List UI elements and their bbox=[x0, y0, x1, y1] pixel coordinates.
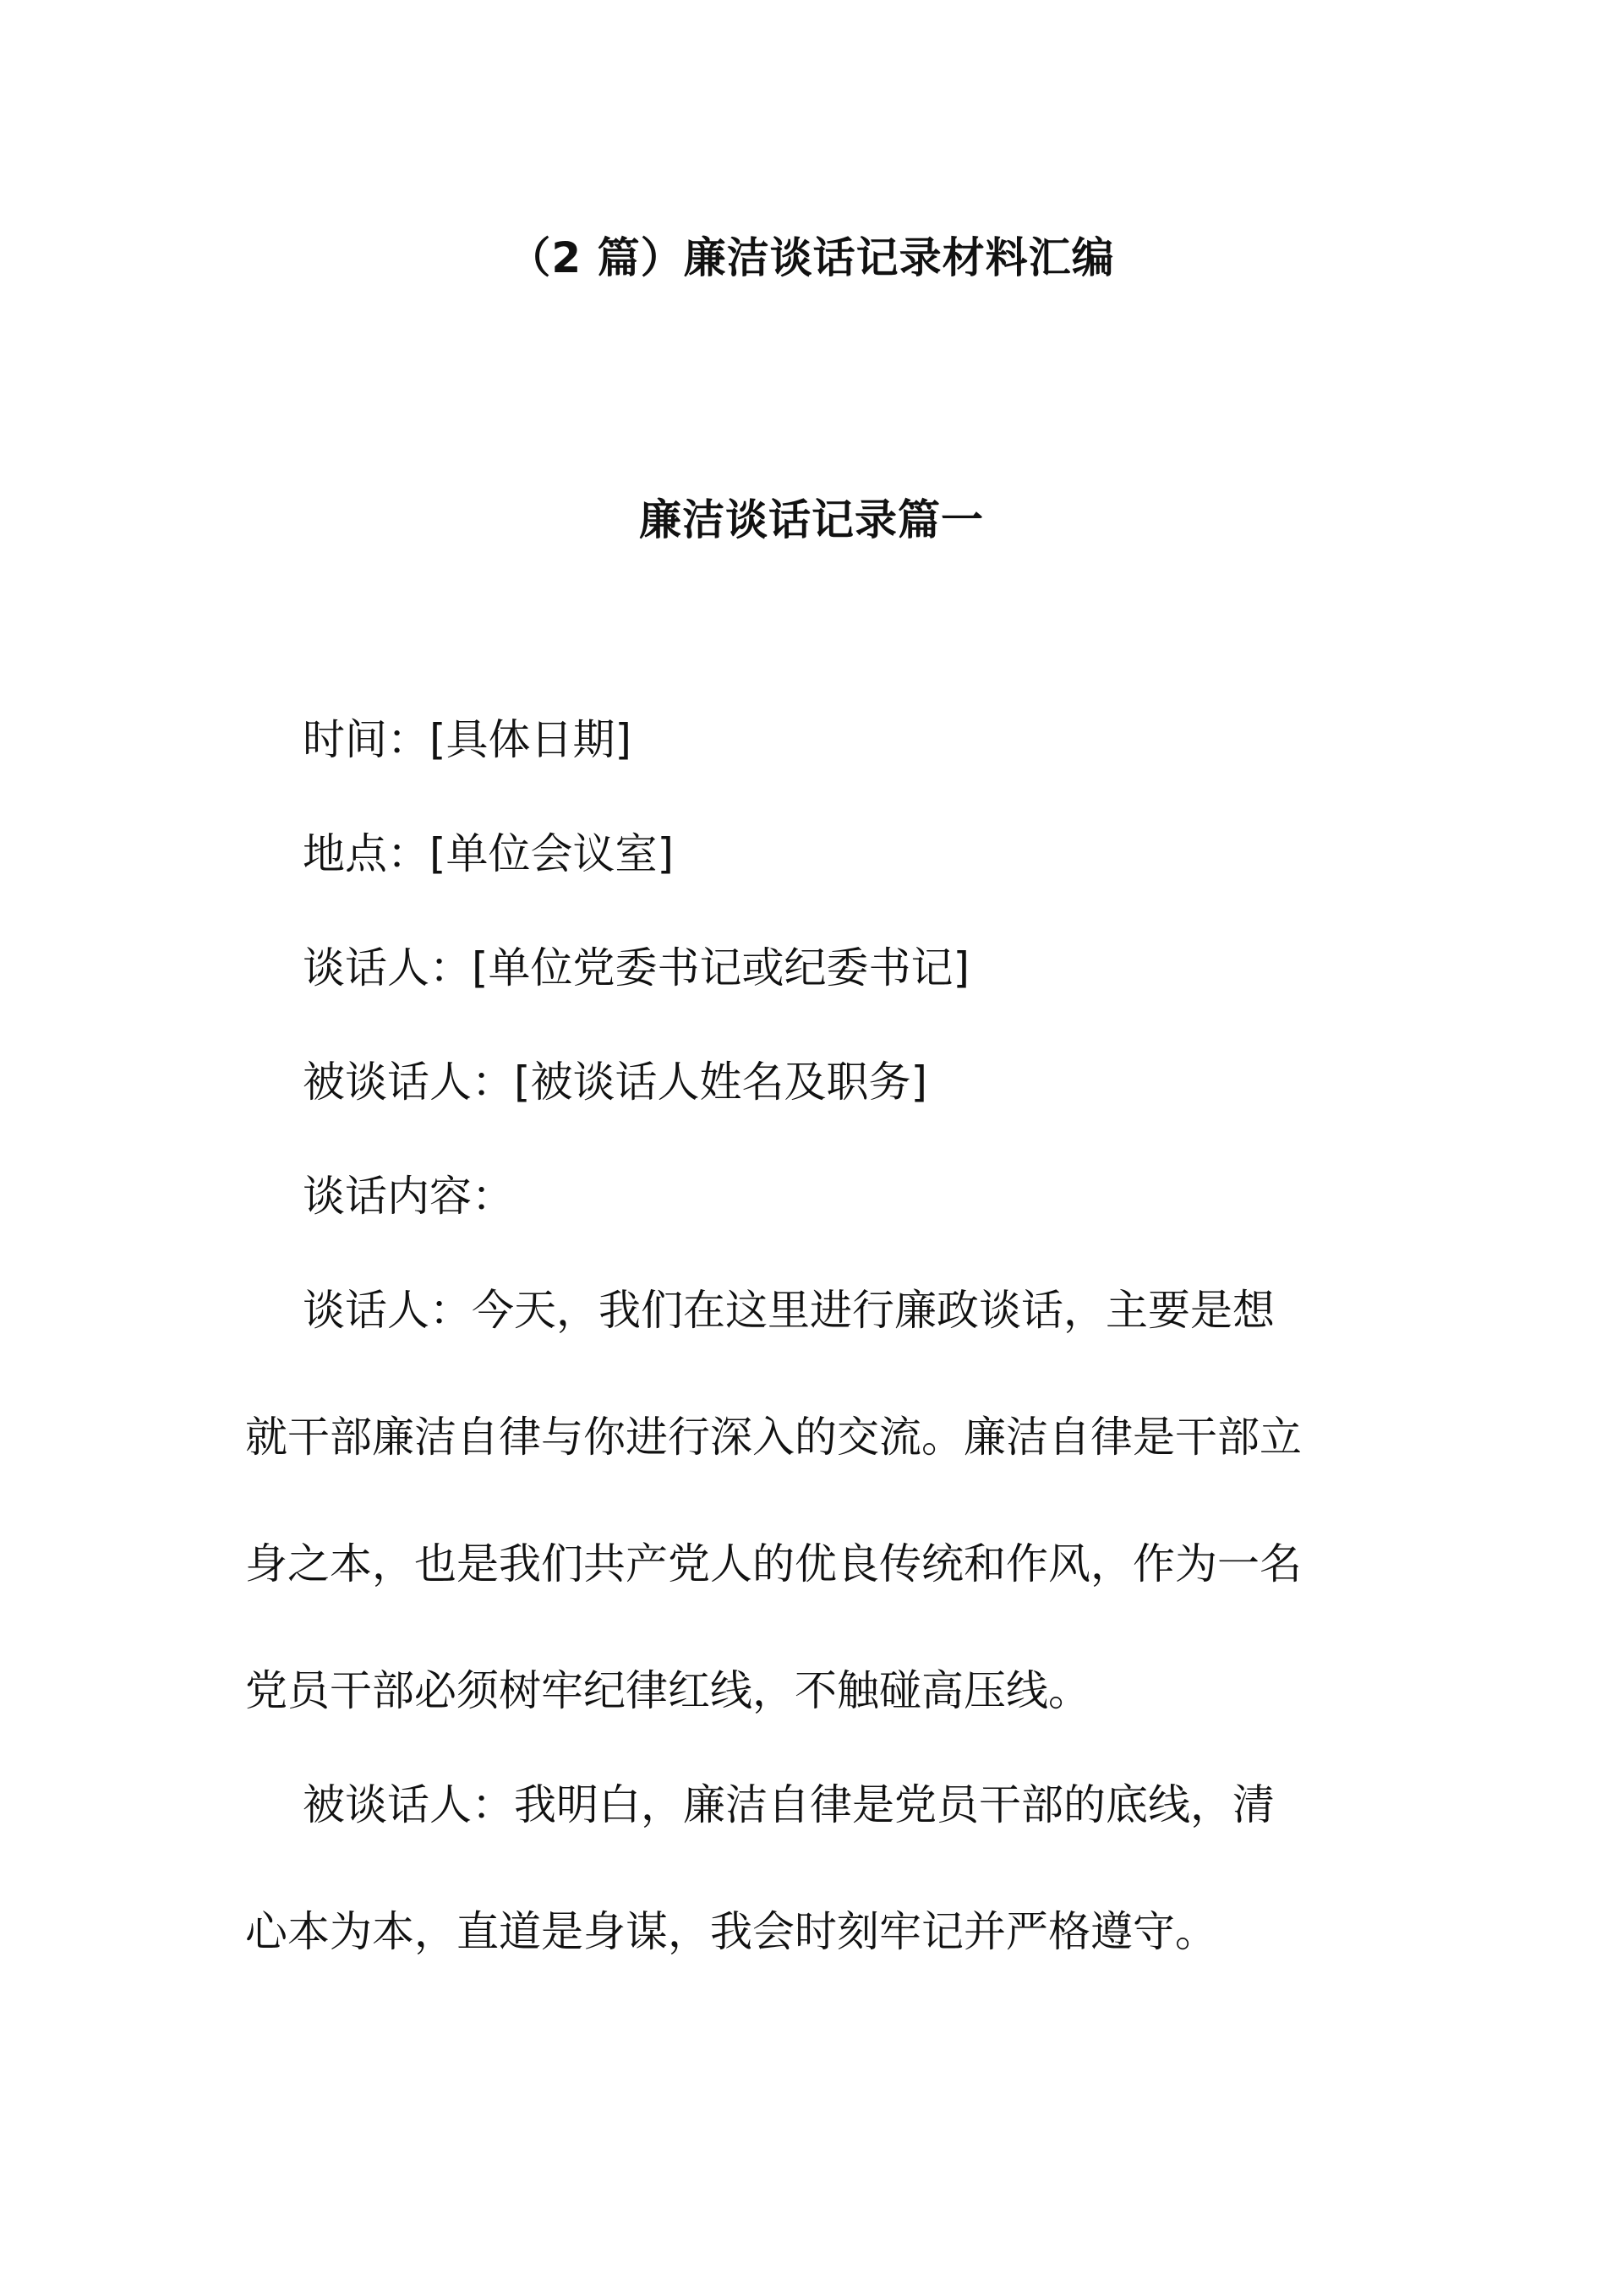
section-title: 廉洁谈话记录篇一 bbox=[639, 495, 984, 544]
meta-listener: 被谈话人：[被谈话人姓名及职务] bbox=[303, 1058, 928, 1107]
paragraph-listener bbox=[245, 1775, 1386, 1995]
paragraph-line: 谈话人：今天，我们在这里进行廉政谈话，主要是想 bbox=[303, 1286, 1275, 1335]
meta-content-label: 谈话内容： bbox=[303, 1172, 514, 1221]
document-title: （2 篇）廉洁谈话记录材料汇编 bbox=[508, 233, 1115, 282]
paragraph-speaker bbox=[245, 1281, 1386, 1754]
paragraph-line: 被谈话人：我明白，廉洁自律是党员干部的底线，清 bbox=[303, 1780, 1275, 1829]
meta-place: 地点：[单位会议室] bbox=[303, 829, 675, 878]
paragraph-line: 就干部廉洁自律与你进行深入的交流。廉洁自律是干部立 bbox=[245, 1413, 1302, 1462]
paragraph-line: 身之本，也是我们共产党人的优良传统和作风，作为一名 bbox=[245, 1539, 1302, 1588]
meta-speaker: 谈话人：[单位党委书记或纪委书记] bbox=[303, 943, 970, 992]
meta-time: 时间：[具体日期] bbox=[303, 715, 632, 764]
paragraph-line: 心本为本，直道是身谋，我会时刻牢记并严格遵守。 bbox=[245, 1907, 1217, 1956]
paragraph-line: 党员干部必须树牢纪律红线，不触碰高压线。 bbox=[245, 1666, 1090, 1715]
